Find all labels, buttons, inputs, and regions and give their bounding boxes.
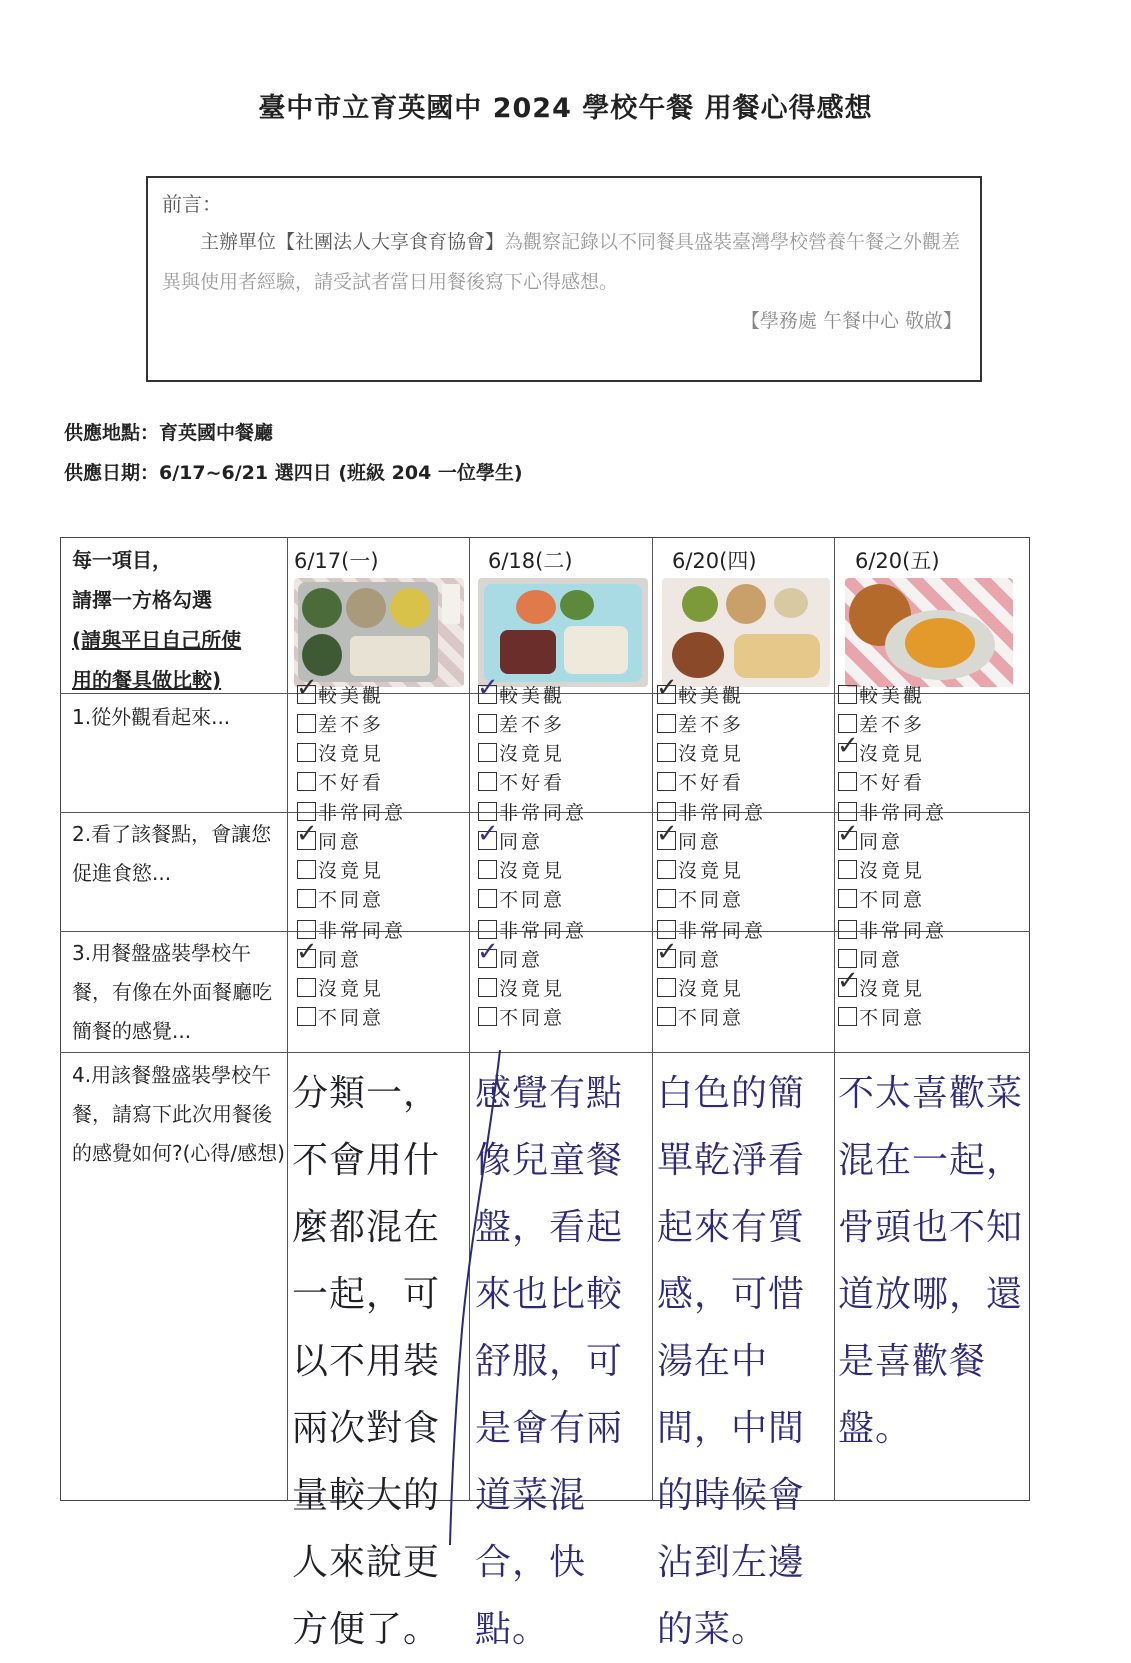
option-label: 沒竟見 xyxy=(859,978,926,1000)
option-label: 非常同意 xyxy=(499,920,588,942)
checkbox[interactable] xyxy=(478,860,497,879)
checkbox-option[interactable] xyxy=(478,1004,565,1033)
option-label: 不好看 xyxy=(499,772,566,794)
header-line: 每一項目， xyxy=(72,548,172,572)
checkbox-option[interactable] xyxy=(837,819,904,857)
checkbox[interactable] xyxy=(657,978,676,997)
checkbox[interactable] xyxy=(838,889,857,908)
checkbox[interactable] xyxy=(297,860,316,879)
checkbox[interactable] xyxy=(656,819,678,850)
option-label: 較美觀 xyxy=(318,685,385,707)
check-mark-icon: ✓ xyxy=(477,673,499,703)
table-header-instruction xyxy=(72,540,287,700)
option-label: 同意 xyxy=(318,949,363,971)
column-divider xyxy=(287,537,288,1501)
checkbox-option[interactable] xyxy=(296,937,363,975)
checkbox-option[interactable] xyxy=(297,769,384,798)
checkbox-option[interactable] xyxy=(297,886,384,915)
option-label: 不同意 xyxy=(318,889,385,911)
check-mark-icon: ✓ xyxy=(296,937,318,967)
checkbox[interactable] xyxy=(296,937,318,968)
checkbox-option[interactable] xyxy=(657,769,744,798)
checkbox[interactable] xyxy=(477,937,499,968)
day-header: 6/20(五) xyxy=(855,549,940,573)
checkbox-option[interactable] xyxy=(838,1004,925,1033)
option-label: 較美觀 xyxy=(678,685,745,707)
option-label: 同意 xyxy=(318,831,363,853)
checkbox-option[interactable] xyxy=(838,857,925,886)
checkbox-option[interactable] xyxy=(838,682,925,711)
checkbox[interactable] xyxy=(837,966,859,997)
header-line: 請擇一方格勾選 xyxy=(72,588,212,612)
checkbox[interactable] xyxy=(478,889,497,908)
option-label: 非常同意 xyxy=(859,920,948,942)
preface-box xyxy=(146,176,982,382)
option-label: 沒竟見 xyxy=(499,860,566,882)
checkbox-option[interactable] xyxy=(657,886,744,915)
checkbox[interactable] xyxy=(478,1007,497,1026)
supply-date: 供應日期：6/17~6/21 選四日 (班級 204 一位學生) xyxy=(64,462,523,484)
checkbox-option[interactable] xyxy=(838,886,925,915)
checkbox[interactable] xyxy=(837,819,859,850)
column-divider xyxy=(652,537,653,1501)
checkbox-option[interactable] xyxy=(657,711,744,740)
checkbox[interactable] xyxy=(477,819,499,850)
option-label: 沒竟見 xyxy=(678,743,745,765)
checkbox-option[interactable] xyxy=(657,975,744,1004)
checkbox[interactable] xyxy=(297,978,316,997)
meal-photo xyxy=(478,578,648,687)
checkbox-option[interactable] xyxy=(838,769,925,798)
checkbox-option[interactable] xyxy=(657,740,744,769)
checkbox[interactable] xyxy=(478,714,497,733)
preface-signature: 【學務處 午餐中心 敬啟】 xyxy=(740,310,962,332)
check-mark-icon: ✓ xyxy=(477,819,499,849)
option-label: 沒竟見 xyxy=(318,978,385,1000)
checkbox-option[interactable] xyxy=(656,673,745,711)
checkbox[interactable] xyxy=(838,860,857,879)
checkbox[interactable] xyxy=(838,772,857,791)
supply-location: 供應地點：育英國中餐廳 xyxy=(64,422,274,444)
checkbox-option[interactable] xyxy=(297,1004,384,1033)
checkbox-option[interactable] xyxy=(656,819,723,857)
checkbox[interactable] xyxy=(657,1007,676,1026)
option-label: 不同意 xyxy=(499,889,566,911)
option-label: 不同意 xyxy=(678,1007,745,1029)
checkbox-option[interactable] xyxy=(477,937,544,975)
option-label: 較美觀 xyxy=(859,685,926,707)
option-label: 非常同意 xyxy=(859,802,948,824)
preface-body xyxy=(162,222,962,302)
day-header: 6/18(二) xyxy=(488,549,573,573)
option-label: 非常同意 xyxy=(678,802,767,824)
check-mark-icon: ✓ xyxy=(656,673,678,703)
option-label: 差不多 xyxy=(318,714,385,736)
checkbox-option[interactable] xyxy=(837,966,926,1004)
checkbox-option[interactable] xyxy=(838,917,947,946)
checkbox[interactable] xyxy=(297,772,316,791)
option-label: 同意 xyxy=(678,949,723,971)
comment-day2: 感覺有點像兒童餐盤，看起來也比較舒服，可是會有兩道菜混合，快點。 xyxy=(475,1073,624,1650)
preface-org: 主辦單位【社團法人大享食育協會】 xyxy=(200,231,505,253)
checkbox[interactable] xyxy=(477,673,499,704)
meal-photo xyxy=(294,578,464,687)
comment-day3: 白色的簡單乾淨看起來有質感，可惜湯在中間，中間的時候會沾到左邊的菜。 xyxy=(657,1073,806,1650)
checkbox-option[interactable] xyxy=(478,740,565,769)
day-header: 6/20(四) xyxy=(672,549,757,573)
meal-photo xyxy=(845,578,1013,687)
option-label: 沒竟見 xyxy=(499,743,566,765)
checkbox-option[interactable] xyxy=(478,886,565,915)
header-line: 用的餐具做比較) xyxy=(72,668,222,692)
option-label: 不同意 xyxy=(859,1007,926,1029)
day-header: 6/17(一) xyxy=(294,549,379,573)
option-label: 差不多 xyxy=(678,714,745,736)
option-label: 不好看 xyxy=(318,772,385,794)
checkbox[interactable] xyxy=(478,978,497,997)
checkbox[interactable] xyxy=(657,860,676,879)
checkbox[interactable] xyxy=(296,819,318,850)
checkbox[interactable] xyxy=(657,714,676,733)
option-label: 非常同意 xyxy=(318,802,407,824)
option-label: 不同意 xyxy=(859,889,926,911)
option-label: 同意 xyxy=(859,949,904,971)
option-label: 不同意 xyxy=(678,889,745,911)
checkbox[interactable] xyxy=(657,772,676,791)
option-label: 沒竟見 xyxy=(318,743,385,765)
checkbox-option[interactable] xyxy=(478,711,565,740)
meal-photo xyxy=(662,578,830,687)
comment-day4: 不太喜歡菜混在一起，骨頭也不知道放哪，還是喜歡餐盤。 xyxy=(838,1073,1024,1449)
option-label: 不同意 xyxy=(499,1007,566,1029)
checkbox-option[interactable] xyxy=(296,673,385,711)
checkbox-option[interactable] xyxy=(656,937,723,975)
column-divider xyxy=(834,537,835,1501)
page-title: 臺中市立育英國中 2024 學校午餐 用餐心得感想 xyxy=(258,93,873,124)
option-label: 不好看 xyxy=(678,772,745,794)
checkbox-option[interactable] xyxy=(297,740,384,769)
option-label: 沒竟見 xyxy=(499,978,566,1000)
checkbox[interactable] xyxy=(838,1007,857,1026)
checkbox[interactable] xyxy=(297,1007,316,1026)
checkbox-option[interactable] xyxy=(297,857,384,886)
checkbox[interactable] xyxy=(838,685,857,704)
header-line: (請與平日自己所使 xyxy=(72,628,242,652)
row-divider xyxy=(60,1052,1030,1053)
option-label: 沒竟見 xyxy=(318,860,385,882)
checkbox[interactable] xyxy=(297,714,316,733)
option-label: 同意 xyxy=(678,831,723,853)
option-label: 同意 xyxy=(499,831,544,853)
option-label: 同意 xyxy=(499,949,544,971)
check-mark-icon: ✓ xyxy=(656,819,678,849)
option-label: 沒竟見 xyxy=(859,743,926,765)
check-mark-icon: ✓ xyxy=(296,819,318,849)
checkbox-option[interactable] xyxy=(837,731,926,769)
preface-text: 為觀察記錄以不同餐具盛裝臺灣學校營養午餐之外觀差異與使用者經驗，請受試者當日用餐後寫下心得感想。 xyxy=(162,231,961,293)
checkbox[interactable] xyxy=(838,920,857,939)
checkbox[interactable] xyxy=(297,743,316,762)
checkbox[interactable] xyxy=(478,772,497,791)
checkbox[interactable] xyxy=(657,889,676,908)
checkbox-option[interactable] xyxy=(477,819,544,857)
option-label: 非常同意 xyxy=(318,920,407,942)
option-label: 差不多 xyxy=(859,714,926,736)
checkbox-option[interactable] xyxy=(478,769,565,798)
option-label: 非常同意 xyxy=(678,920,767,942)
checkbox-option[interactable] xyxy=(297,711,384,740)
checkbox-option[interactable] xyxy=(478,857,565,886)
option-label: 非常同意 xyxy=(499,802,588,824)
column-divider xyxy=(469,537,470,1501)
question-4: 4.用該餐盤盛裝學校午餐，請寫下此次用餐後的感覺如何?(心得/感想) xyxy=(72,1063,285,1165)
option-label: 沒竟見 xyxy=(859,860,926,882)
check-mark-icon: ✓ xyxy=(656,937,678,967)
check-mark-icon: ✓ xyxy=(837,966,859,996)
question-2: 2.看了該餐點，會讓您促進食慾... xyxy=(72,822,272,885)
option-label: 同意 xyxy=(859,831,904,853)
preface-label: 前言： xyxy=(162,192,222,216)
option-label: 沒竟見 xyxy=(678,978,745,1000)
check-mark-icon: ✓ xyxy=(837,731,859,761)
option-label: 不同意 xyxy=(318,1007,385,1029)
checkbox[interactable] xyxy=(478,743,497,762)
checkbox[interactable] xyxy=(657,743,676,762)
checkbox-option[interactable] xyxy=(657,1004,744,1033)
check-mark-icon: ✓ xyxy=(837,819,859,849)
checkbox[interactable] xyxy=(297,889,316,908)
checkbox[interactable] xyxy=(296,673,318,704)
option-label: 沒竟見 xyxy=(678,860,745,882)
option-label: 不好看 xyxy=(859,772,926,794)
option-label: 較美觀 xyxy=(499,685,566,707)
check-mark-icon: ✓ xyxy=(296,673,318,703)
checkbox-option[interactable] xyxy=(657,857,744,886)
checkbox-option[interactable] xyxy=(297,975,384,1004)
question-1: 1.從外觀看起來... xyxy=(72,705,231,729)
checkbox[interactable] xyxy=(656,937,678,968)
check-mark-icon: ✓ xyxy=(477,937,499,967)
checkbox-option[interactable] xyxy=(477,673,566,711)
comment-day1: 分類一，不會用什麼都混在一起，可以不用裝兩次對食量較大的人來說更方便了。 xyxy=(292,1073,441,1650)
checkbox-option[interactable] xyxy=(478,975,565,1004)
option-label: 差不多 xyxy=(499,714,566,736)
checkbox[interactable] xyxy=(837,731,859,762)
checkbox[interactable] xyxy=(656,673,678,704)
checkbox-option[interactable] xyxy=(296,819,363,857)
question-3: 3.用餐盤盛裝學校午餐，有像在外面餐廳吃簡餐的感覺... xyxy=(72,941,272,1043)
